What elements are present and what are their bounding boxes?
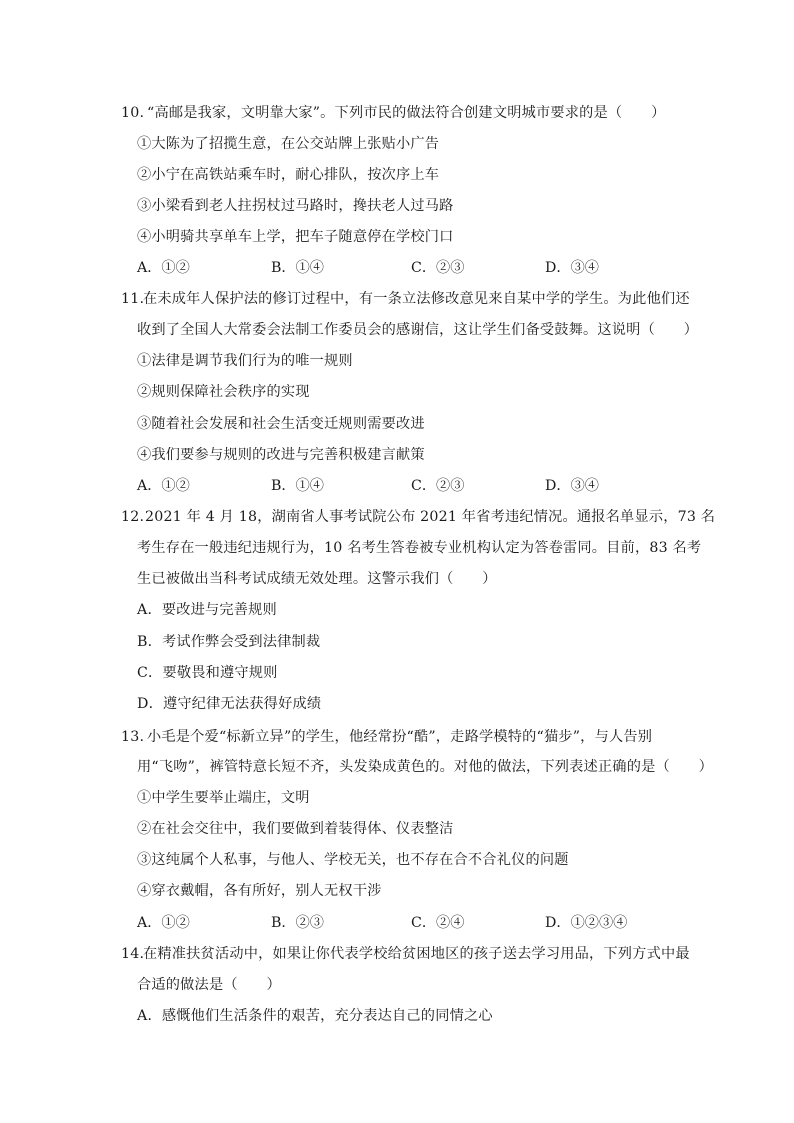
question-number: 14.: [121, 946, 145, 962]
question-stem-continued: 用“飞吻”，裤管特意长短不齐，头发染成黄色的。对他的做法，下列表述正确的是（ ）: [137, 759, 714, 775]
question-number: 10.: [121, 105, 145, 121]
statement: ③小梁看到老人拄拐杖过马路时，搀扶老人过马路: [137, 198, 454, 214]
question-stem: 小毛是个爱“标新立异”的学生，他经常扮“酷”，走路学模特的“猫步”，与人告别: [147, 729, 653, 745]
question-stem: 在精准扶贫活动中，如果让你代表学校给贫困地区的孩子送去学习用品，下列方式中最: [143, 946, 690, 962]
question-stem: 在未成年人保护法的修订过程中，有一条立法修改意见来自某中学的学生。为此他们还: [143, 291, 690, 307]
option-b: B．①④: [271, 478, 324, 494]
option-d: D．③④: [545, 478, 599, 494]
choice-a: A．要改进与完善规则: [137, 602, 277, 618]
option-a: A．①②: [137, 478, 190, 494]
choice-b: B．考试作弊会受到法律制裁: [137, 634, 321, 650]
statement: ①中学生要举止端庄，文明: [137, 790, 310, 806]
statement: ②小宁在高铁站乘车时，耐心排队，按次序上车: [137, 167, 440, 183]
question-stem-continued: 生已被做出当科考试成绩无效处理。这警示我们（ ）: [137, 571, 497, 587]
choice-c: C．要敬畏和遵守规则: [137, 665, 278, 681]
question-stem: 2021 年 4 月 18，湖南省人事考试院公布 2021 年省考违纪情况。通报名单显示，73 名: [145, 509, 716, 525]
option-d: D．③④: [545, 260, 599, 276]
option-c: C．②③: [411, 478, 465, 494]
option-d: D．①②③④: [545, 915, 628, 931]
statement: ③随着社会发展和社会生活变迁规则需要改进: [137, 416, 425, 432]
question-stem-continued: 收到了全国人大常委会法制工作委员会的感谢信，这让学生们备受鼓舞。这说明（ ）: [137, 322, 699, 338]
statement: ②在社会交往中，我们要做到着装得体、仪表整洁: [137, 821, 454, 837]
option-b: B．②③: [271, 915, 324, 931]
option-c: C．②③: [411, 260, 465, 276]
statement: ④穿衣戴帽，各有所好，别人无权干涉: [137, 883, 382, 899]
question-number: 13.: [121, 729, 145, 745]
option-c: C．②④: [411, 915, 465, 931]
statement: ④我们要参与规则的改进与完善积极建言献策: [137, 447, 425, 463]
statement: ①大陈为了招揽生意，在公交站牌上张贴小广告: [137, 136, 440, 152]
question-stem-continued: 考生存在一般违纪违规行为，10 名考生答卷被专业机构认定为答卷雷同。目前，83 名考: [137, 540, 702, 556]
option-a: A．①②: [137, 260, 190, 276]
statement: ①法律是调节我们行为的唯一规则: [137, 353, 353, 369]
statement: ②规则保障社会秩序的实现: [137, 384, 310, 400]
question-stem: “高邮是我家，文明靠大家”。下列市民的做法符合创建文明城市要求的是（ ）: [147, 105, 666, 121]
question-number: 11.: [121, 291, 145, 307]
statement: ③这纯属个人私事，与他人、学校无关，也不存在合不合礼仪的问题: [137, 852, 569, 868]
question-stem-continued: 合适的做法是（ ）: [137, 977, 281, 993]
option-a: A．①②: [137, 915, 190, 931]
option-b: B．①④: [271, 260, 324, 276]
statement: ④小明骑共享单车上学，把车子随意停在学校门口: [137, 229, 454, 245]
question-number: 12.: [121, 509, 145, 525]
choice-a: A．感慨他们生活条件的艰苦，充分表达自己的同情之心: [137, 1008, 493, 1024]
choice-d: D．遵守纪律无法获得好成绩: [137, 696, 322, 712]
